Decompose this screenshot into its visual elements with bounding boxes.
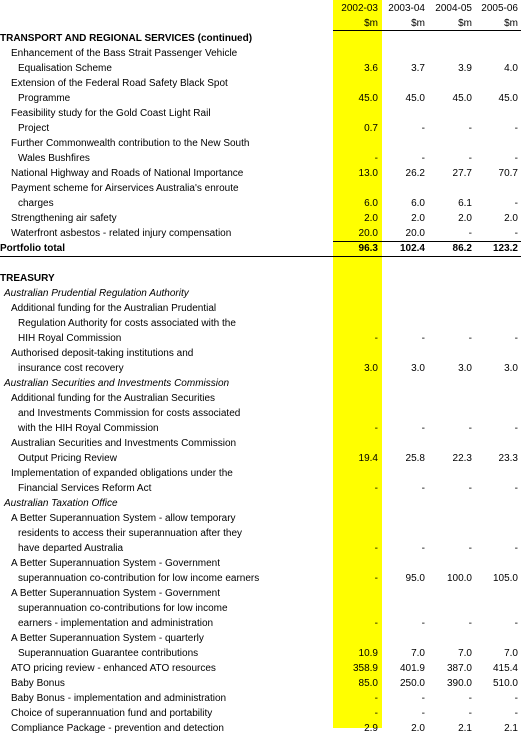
cell-value: - — [374, 333, 378, 344]
row-label: ATO pricing review - enhanced ATO resources — [11, 663, 216, 674]
cell-value: 6.1 — [458, 198, 472, 209]
cell-value: 2.0 — [364, 213, 378, 224]
cell-value: - — [421, 153, 425, 164]
row-label: Equalisation Scheme — [18, 63, 112, 74]
table-row — [0, 406, 521, 421]
cell-value: 85.0 — [358, 678, 378, 689]
year-header-row — [0, 1, 521, 16]
cell-value: - — [421, 333, 425, 344]
table-row — [0, 151, 521, 166]
cell-value: 3.0 — [411, 363, 425, 374]
row-label: Feasibility study for the Gold Coast Light Rail — [11, 108, 211, 119]
table-row — [0, 496, 521, 511]
table-row — [0, 376, 521, 391]
cell-value: 45.0 — [498, 93, 518, 104]
table-row — [0, 421, 521, 436]
cell-value: - — [421, 123, 425, 134]
cell-value: - — [421, 693, 425, 704]
table-row — [0, 331, 521, 346]
cell-value: - — [514, 708, 518, 719]
cell-value: - — [374, 423, 378, 434]
table-row — [0, 91, 521, 106]
cell-value: 3.0 — [364, 363, 378, 374]
unit-header: $m — [364, 18, 378, 29]
cell-value: 25.8 — [405, 453, 425, 464]
unit-header-row — [0, 16, 521, 31]
row-label: Regulation Authority for costs associated with the — [18, 318, 236, 329]
table-row — [0, 121, 521, 136]
row-label: TRANSPORT AND REGIONAL SERVICES (continued) — [0, 33, 253, 44]
row-label: Implementation of expanded obligations under the — [11, 468, 233, 479]
cell-value: 13.0 — [358, 168, 378, 179]
row-label: with the HIH Royal Commission — [18, 423, 159, 434]
cell-value: 7.0 — [411, 648, 425, 659]
cell-value: - — [421, 483, 425, 494]
row-label: earners - implementation and administration — [18, 618, 214, 629]
cell-value: 358.9 — [352, 663, 378, 674]
row-label: Financial Services Reform Act — [18, 483, 152, 494]
table-row — [0, 451, 521, 466]
cell-value: - — [468, 228, 472, 239]
row-label: Strengthening air safety — [11, 213, 117, 224]
table-row — [0, 211, 521, 226]
table-row — [0, 436, 521, 451]
row-label: Programme — [18, 93, 71, 104]
table-row — [0, 316, 521, 331]
row-label: insurance cost recovery — [18, 363, 124, 374]
row-label: Superannuation Guarantee contributions — [18, 648, 199, 659]
row-label: Waterfront asbestos - related injury compensation — [11, 228, 232, 239]
cell-value: - — [514, 333, 518, 344]
cell-value: 7.0 — [458, 648, 472, 659]
cell-value: 102.4 — [399, 243, 425, 254]
table-row — [0, 301, 521, 316]
year-header-2005-06: 2005-06 — [481, 3, 518, 14]
cell-value: 387.0 — [446, 663, 472, 674]
cell-value: 6.0 — [364, 198, 378, 209]
cell-value: - — [468, 483, 472, 494]
row-label: Baby Bonus - implementation and administration — [11, 693, 227, 704]
cell-value: 3.7 — [411, 63, 425, 74]
year-header-2003-04: 2003-04 — [388, 3, 425, 14]
row-label: Compliance Package - prevention and detection — [11, 723, 224, 734]
cell-value: - — [468, 153, 472, 164]
cell-value: 2.0 — [411, 723, 425, 734]
row-label: Output Pricing Review — [18, 453, 117, 464]
row-label: residents to access their superannuation after they — [18, 528, 243, 539]
cell-value: - — [468, 693, 472, 704]
row-label: National Highway and Roads of National Importance — [11, 168, 244, 179]
table-row — [0, 541, 521, 556]
cell-value: 2.1 — [458, 723, 472, 734]
cell-value: 26.2 — [405, 168, 425, 179]
cell-value: - — [421, 708, 425, 719]
cell-value: 20.0 — [405, 228, 425, 239]
table-row — [0, 361, 521, 376]
cell-value: - — [421, 543, 425, 554]
cell-value: 7.0 — [504, 648, 518, 659]
table-row — [0, 706, 521, 721]
unit-header: $m — [504, 18, 518, 29]
cell-value: 27.7 — [452, 168, 472, 179]
table-row — [0, 391, 521, 406]
table-row — [0, 466, 521, 481]
cell-value: - — [421, 618, 425, 629]
row-label: Australian Prudential Regulation Authority — [4, 288, 189, 299]
cell-value: - — [468, 618, 472, 629]
row-label: A Better Superannuation System - Government — [11, 558, 220, 569]
table-row — [0, 526, 521, 541]
row-label: and Investments Commission for costs associated — [18, 408, 241, 419]
cell-value: - — [514, 153, 518, 164]
table-row — [0, 226, 521, 241]
table-row — [0, 271, 521, 286]
row-label: Australian Securities and Investments Commission — [11, 438, 237, 449]
row-label: A Better Superannuation System - allow temporary — [11, 513, 236, 524]
cell-value: 70.7 — [498, 168, 518, 179]
cell-value: 123.2 — [492, 243, 518, 254]
cell-value: - — [374, 483, 378, 494]
table-row — [0, 76, 521, 91]
cell-value: 3.0 — [504, 363, 518, 374]
table-row — [0, 601, 521, 616]
row-label: A Better Superannuation System - Government — [11, 588, 220, 599]
cell-value: 510.0 — [492, 678, 518, 689]
cell-value: 19.4 — [358, 453, 378, 464]
row-label: TREASURY — [0, 273, 55, 284]
cell-value: 3.9 — [458, 63, 472, 74]
cell-value: - — [514, 543, 518, 554]
table-row — [0, 571, 521, 586]
row-label: Payment scheme for Airservices Australia's enroute — [11, 183, 239, 194]
cell-value: 86.2 — [452, 243, 472, 254]
table-row — [0, 586, 521, 601]
cell-value: 4.0 — [504, 63, 518, 74]
table-row — [0, 181, 521, 196]
table-row — [0, 61, 521, 76]
table-row — [0, 691, 521, 706]
row-label: A Better Superannuation System - quarterly — [11, 633, 204, 644]
cell-value: 45.0 — [358, 93, 378, 104]
unit-header: $m — [458, 18, 472, 29]
table-row — [0, 136, 521, 151]
table-row — [0, 196, 521, 211]
cell-value: - — [374, 543, 378, 554]
cell-value: - — [514, 228, 518, 239]
row-label: Wales Bushfires — [18, 153, 90, 164]
row-label: Baby Bonus — [11, 678, 65, 689]
row-label: Additional funding for the Australian Prudential — [11, 303, 217, 314]
cell-value: 100.0 — [446, 573, 472, 584]
cell-value: 2.0 — [458, 213, 472, 224]
cell-value: 23.3 — [498, 453, 518, 464]
table-row — [0, 721, 521, 736]
cell-value: - — [468, 708, 472, 719]
row-label: Australian Taxation Office — [4, 498, 118, 509]
row-label: Project — [18, 123, 50, 134]
cell-value: 6.0 — [411, 198, 425, 209]
table-row — [0, 46, 521, 61]
cell-value: - — [514, 693, 518, 704]
cell-value: 96.3 — [358, 243, 378, 254]
row-label: Australian Securities and Investments Commission — [4, 378, 230, 389]
total-rule-top — [333, 241, 521, 242]
cell-value: 250.0 — [399, 678, 425, 689]
cell-value: - — [374, 693, 378, 704]
table-row — [0, 661, 521, 676]
table-row — [0, 106, 521, 121]
cell-value: 22.3 — [452, 453, 472, 464]
cell-value: - — [468, 333, 472, 344]
cell-value: - — [514, 198, 518, 209]
row-label: HIH Royal Commission — [18, 333, 122, 344]
row-label: Further Commonwealth contribution to the New South — [11, 138, 250, 149]
cell-value: - — [514, 618, 518, 629]
cell-value: - — [514, 423, 518, 434]
cell-value: 390.0 — [446, 678, 472, 689]
table-row — [0, 31, 521, 46]
table-row — [0, 646, 521, 661]
cell-value: - — [514, 123, 518, 134]
cell-value: 3.0 — [458, 363, 472, 374]
cell-value: 45.0 — [405, 93, 425, 104]
table-row — [0, 631, 521, 646]
cell-value: - — [468, 423, 472, 434]
cell-value: - — [374, 573, 378, 584]
cell-value: 2.1 — [504, 723, 518, 734]
cell-value: - — [374, 708, 378, 719]
cell-value: 2.0 — [504, 213, 518, 224]
cell-value: - — [468, 543, 472, 554]
cell-value: 45.0 — [452, 93, 472, 104]
table-row — [0, 676, 521, 691]
table-row — [0, 481, 521, 496]
cell-value: 20.0 — [358, 228, 378, 239]
cell-value: - — [374, 153, 378, 164]
table-row — [0, 286, 521, 301]
table-row — [0, 616, 521, 631]
table-row — [0, 256, 521, 271]
row-label: Additional funding for the Australian Securities — [11, 393, 216, 404]
table-row — [0, 511, 521, 526]
cell-value: 105.0 — [492, 573, 518, 584]
row-label: Choice of superannuation fund and portability — [11, 708, 213, 719]
cell-value: - — [421, 423, 425, 434]
cell-value: 401.9 — [399, 663, 425, 674]
year-header-2002-03: 2002-03 — [341, 3, 378, 14]
row-label: Portfolio total — [0, 243, 65, 254]
cell-value: 2.0 — [411, 213, 425, 224]
row-label: Enhancement of the Bass Strait Passenger Vehicle — [11, 48, 238, 59]
cell-value: - — [374, 618, 378, 629]
cell-value: 10.9 — [358, 648, 378, 659]
cell-value: 95.0 — [405, 573, 425, 584]
year-header-2004-05: 2004-05 — [435, 3, 472, 14]
row-label: Authorised deposit-taking institutions and — [11, 348, 194, 359]
row-label: have departed Australia — [18, 543, 124, 554]
table-row — [0, 346, 521, 361]
row-label: Extension of the Federal Road Safety Black Spot — [11, 78, 228, 89]
cell-value: 3.6 — [364, 63, 378, 74]
table-row — [0, 556, 521, 571]
cell-value: 2.9 — [364, 723, 378, 734]
row-label: charges — [18, 198, 54, 209]
portfolio-total-row — [0, 241, 521, 256]
cell-value: 415.4 — [492, 663, 518, 674]
row-label: superannuation co-contributions for low income — [18, 603, 228, 614]
unit-header: $m — [411, 18, 425, 29]
cell-value: - — [468, 123, 472, 134]
cell-value: 0.7 — [364, 123, 378, 134]
table-row — [0, 166, 521, 181]
row-label: superannuation co-contribution for low income earners — [18, 573, 260, 584]
cell-value: - — [514, 483, 518, 494]
